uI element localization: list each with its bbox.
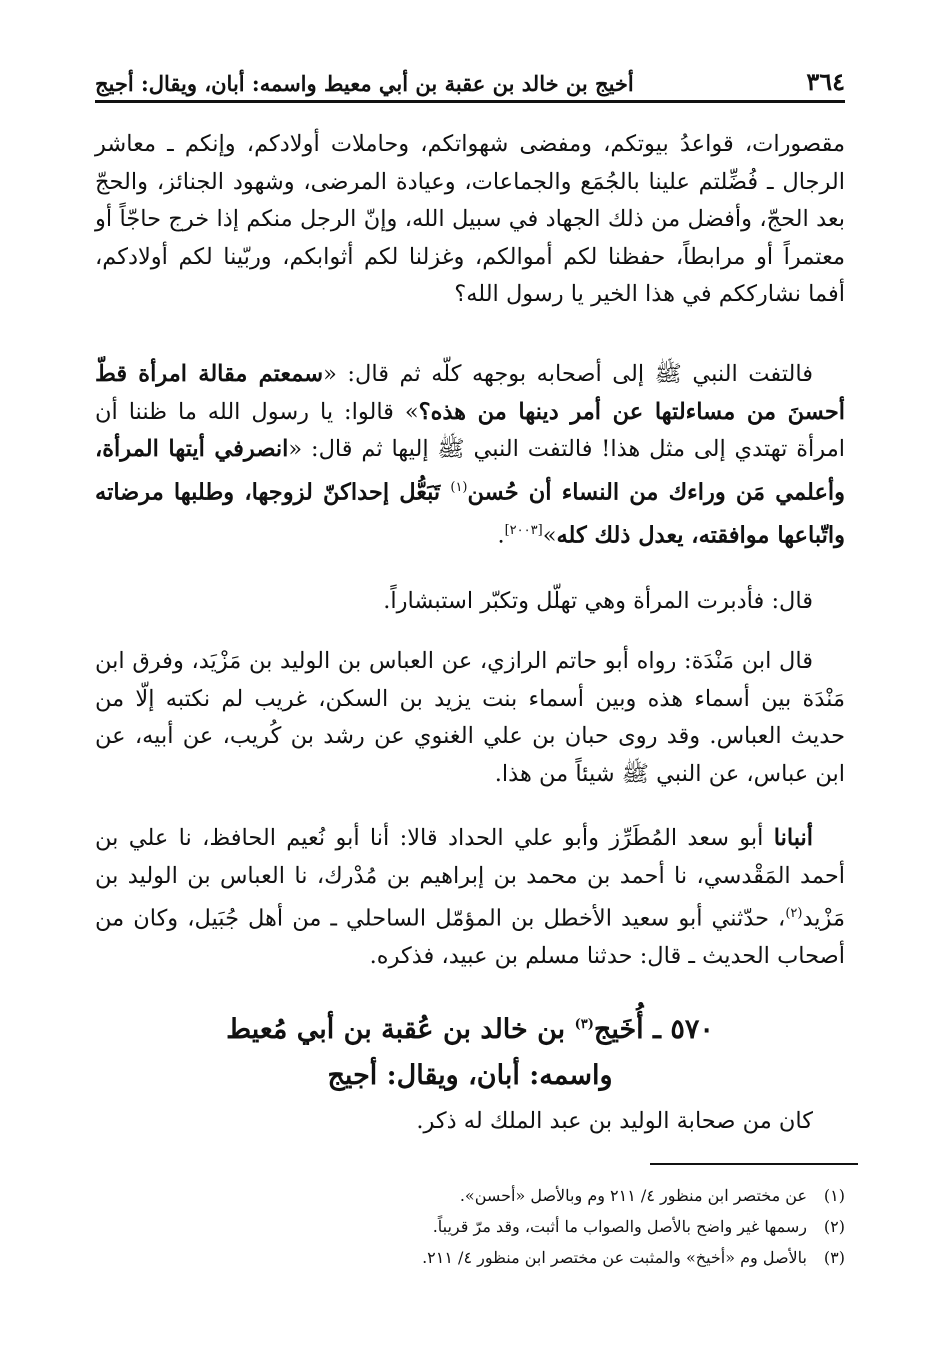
prophet-quote-2-cont: تَبَعُّل إحداكنّ لزوجها، وطلبها مرضاته واتّباعها موافقته، يعدل ذلك كله bbox=[95, 479, 845, 548]
prophet-quote-2: انصرفي أيتها المرأة، وأعلمي مَن وراءك من النساء أن حُسن bbox=[95, 436, 845, 505]
paragraph-4: قال ابن مَنْدَة: رواه أبو حاتم الرازي، عن العباس بن الوليد بن مَزْيَد، وفرق ابن مَنْدَة بين أسماء هذه وبين أسماء بنت يزيد بن السكن، غريب لم نكتبه إلّا من حديث العباس. وقد روى حبان بن علي الغنوي عن رشد بن كُريب، عن أبيه، عن ابن عباس، عن النبي ﷺ شيئاً من هذا. bbox=[95, 648, 845, 787]
footnote-item bbox=[95, 1180, 845, 1211]
entry-lineage: بن خالد بن عُقبة بن أبي مُعيط bbox=[226, 1014, 575, 1045]
entry-heading-line-2: واسمه: أبان، ويقال: أجيج bbox=[327, 1060, 613, 1091]
footnote-item bbox=[95, 1242, 845, 1273]
paragraph-2-end: . bbox=[497, 522, 505, 548]
hadith-number: [٢٠٠٣] bbox=[504, 522, 543, 538]
page-header bbox=[95, 58, 845, 103]
running-head: أخيج بن خالد بن عقبة بن أبي معيط واسمه: أبان، ويقال: أجيج bbox=[95, 71, 634, 96]
footnote-ref-1: (١) bbox=[450, 479, 468, 495]
footnote-number: (٢) bbox=[823, 1217, 845, 1236]
paragraph-1: مقصورات، قواعدُ بيوتكم، ومفضى شهواتكم، وحاملات أولادكم، وإنكم ـ معاشر الرجال ـ فُضِّلتم علينا بالجُمَع والجماعات، وعيادة المرضى، وشهود الجنائز، والحجّ بعد الحجّ، وأفضل من ذلك الجهاد في سبيل الله، وإنّ الرجل منكم إذا خرج حاجّاً أو معتمراً أو مرابطاً، حفظنا لكم أموالكم، وغزلنا لكم أثوابكم، وربّينا لكم أولادكم، أفما نشارككم في هذا الخير يا رسول الله؟ bbox=[95, 131, 845, 307]
paragraph-2-intro: فالتفت النبي ﷺ إلى أصحابه بوجهه كلّه ثم قال: « bbox=[323, 361, 813, 387]
page-number: ٣٦٤ bbox=[806, 67, 845, 96]
isnad-chain: أبو سعد المُطَرِّز وأبو علي الحداد قالا: أنا أبو نُعيم الحافظ، نا علي بن أحمد المَقْدسي، نا أحمد بن محمد بن إبراهيم بن مُدْرك، نا العباس بن الوليد بن مَزْيد bbox=[95, 825, 845, 932]
footnote-number: (١) bbox=[823, 1186, 845, 1205]
isnad-chain-cont: ، حدّثني أبو سعيد الأخطل بن المؤمّل الساحلي ـ من أهل جُبَيل، وكان من أصحاب الحديث ـ قال: حدثنا مسلم بن عبيد، فذكره. bbox=[95, 905, 845, 969]
footnote-text: رسمها غير واضح بالأصل والصواب ما أثبت، وقد مرّ قريباً. bbox=[432, 1217, 807, 1236]
footnote-text: بالأصل وم «أخيخ» والمثبت عن مختصر ابن منظور ٤/ ٢١١. bbox=[422, 1248, 807, 1267]
entry-name: ٥٧٠ ـ أُخَيج bbox=[593, 1014, 714, 1045]
footnote-text: عن مختصر ابن منظور ٤/ ٢١١ وم وبالأصل «أحسن». bbox=[459, 1186, 807, 1205]
footnote-item bbox=[95, 1211, 845, 1242]
footnote-ref-2: (٢) bbox=[785, 906, 803, 921]
footnote-divider bbox=[650, 1163, 858, 1165]
footnote-number: (٣) bbox=[823, 1248, 845, 1267]
paragraph-5-lead: أنبانا bbox=[773, 825, 813, 851]
footnotes-list bbox=[95, 1180, 845, 1273]
paragraph-5 bbox=[95, 820, 845, 976]
paragraph-3: قال: فأدبرت المرأة وهي تهلّل وتكبّر استبشاراً. bbox=[383, 588, 813, 614]
prophet-quote-1: سمعتم مقالة امرأة قطّ أحسنَ من مساءلتها عن أمر دينها من هذه؟ bbox=[95, 361, 845, 425]
paragraph-2 bbox=[95, 356, 845, 555]
footnote-ref-3: (٣) bbox=[574, 1017, 594, 1032]
entry-heading-line-1 bbox=[95, 1002, 845, 1053]
quote-close: » bbox=[542, 522, 557, 548]
paragraph-6: كان من صحابة الوليد بن عبد الملك له ذكر. bbox=[416, 1108, 813, 1134]
paragraph-2-middle: » قالوا: يا رسول الله ما ظننا أن امرأة تهتدي إلى مثل هذا! فالتفت النبي ﷺ إليها ثم قال: « bbox=[95, 398, 845, 462]
entry-heading bbox=[95, 1002, 845, 1099]
